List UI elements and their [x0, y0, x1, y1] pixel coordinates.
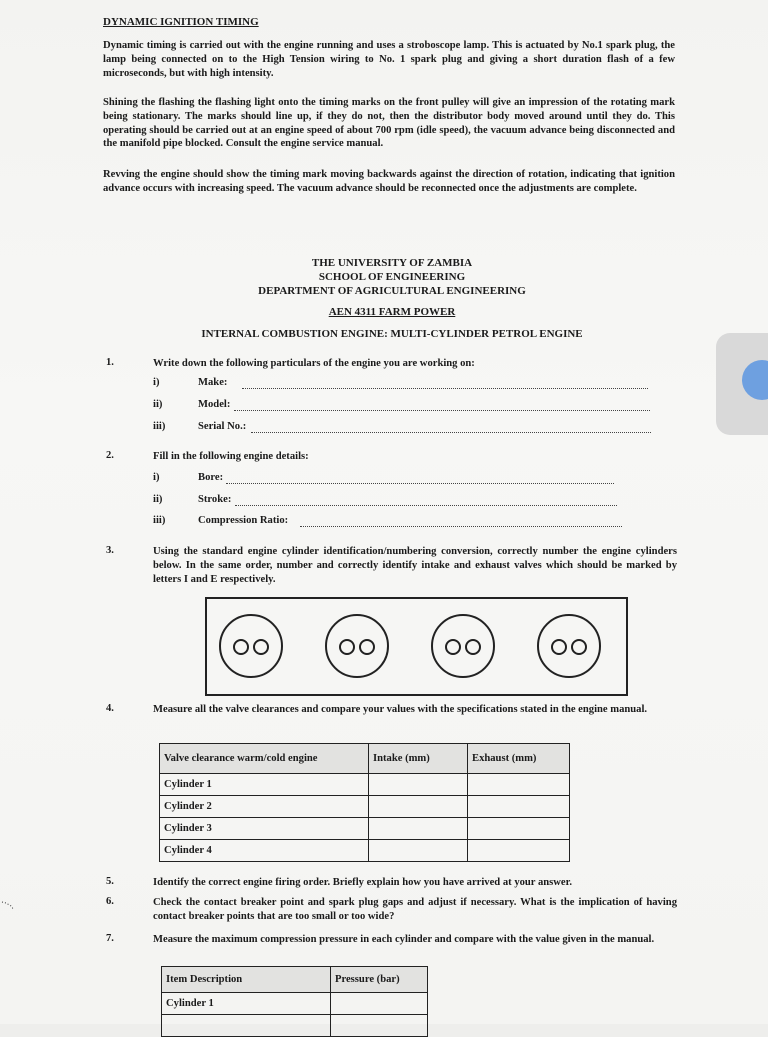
table-row — [160, 774, 570, 796]
table-row — [162, 993, 428, 1015]
question-7-number: 7. — [106, 933, 114, 944]
cylinder-1-valve-b — [253, 639, 269, 655]
q1-roman-2: ii) — [153, 399, 163, 410]
stroke-answer-line[interactable] — [235, 505, 617, 506]
pressure-cell[interactable] — [331, 1015, 428, 1037]
cylinder-circle-3 — [431, 614, 495, 678]
q1-roman-3: iii) — [153, 421, 166, 432]
department-name: DEPARTMENT OF AGRICULTURAL ENGINEERING — [258, 285, 526, 297]
clearance-header-description: Valve clearance warm/cold engine — [160, 744, 369, 774]
question-2-number: 2. — [106, 450, 114, 461]
compression-answer-line[interactable] — [300, 526, 622, 527]
pressure-row-label: Cylinder 1 — [162, 993, 331, 1015]
bore-answer-line[interactable] — [226, 483, 614, 484]
question-7-text: Measure the maximum compression pressure in each cylinder and compare with the value given in the manual. — [153, 934, 655, 945]
question-5-text: Identify the correct engine firing order. Briefly explain how you have arrived at your answer. — [153, 877, 573, 888]
cylinder-circle-1 — [219, 614, 283, 678]
clearance-row-label: Cylinder 2 — [160, 796, 369, 818]
intake-cell[interactable] — [369, 796, 468, 818]
cylinder-1-valve-a — [233, 639, 249, 655]
cylinder-2-valve-b — [359, 639, 375, 655]
q1-serial-label: Serial No.: — [198, 421, 247, 432]
make-answer-line[interactable] — [242, 388, 648, 389]
cylinder-circle-2 — [325, 614, 389, 678]
table-row — [160, 818, 570, 840]
question-1-text: Write down the following particulars of the engine you are working on: — [153, 358, 475, 369]
q2-roman-1: i) — [153, 472, 160, 483]
question-5-number: 5. — [106, 876, 114, 887]
pressure-header-value: Pressure (bar) — [331, 967, 428, 993]
question-3-number: 3. — [106, 545, 114, 556]
clearance-row-label: Cylinder 1 — [160, 774, 369, 796]
q1-make-label: Make: — [198, 377, 228, 388]
practical-subject: INTERNAL COMBUSTION ENGINE: MULTI-CYLINDER PETROL ENGINE — [201, 328, 583, 340]
exhaust-cell[interactable] — [468, 796, 570, 818]
question-1-number: 1. — [106, 357, 114, 368]
question-4-number: 4. — [106, 703, 114, 714]
clearance-header-intake: Intake (mm) — [369, 744, 468, 774]
q2-roman-3: iii) — [153, 515, 166, 526]
question-6-number: 6. — [106, 896, 114, 907]
question-6-text: Check the contact breaker point and spark plug gaps and adjust if necessary. What is the implication of having contact breaker points that are too small or too wide? — [153, 897, 677, 922]
cylinder-2-valve-a — [339, 639, 355, 655]
table-row — [160, 840, 570, 862]
section-title: DYNAMIC IGNITION TIMING — [103, 16, 259, 28]
intake-cell[interactable] — [369, 840, 468, 862]
q1-model-label: Model: — [198, 399, 231, 410]
intake-cell[interactable] — [369, 774, 468, 796]
cylinder-4-valve-b — [571, 639, 587, 655]
question-3-text: Using the standard engine cylinder identification/numbering conversion, correctly number the engine cylinders below. In the same order, number and correctly identify intake and exhaust valves which should be marked by letters I and E respectively. — [153, 546, 677, 585]
cylinder-4-valve-a — [551, 639, 567, 655]
serial-answer-line[interactable] — [251, 432, 651, 433]
exhaust-cell[interactable] — [468, 774, 570, 796]
q2-compression-label: Compression Ratio: — [198, 515, 289, 526]
university-name: THE UNIVERSITY OF ZAMBIA — [311, 257, 473, 269]
table-row — [162, 1015, 428, 1037]
question-4-text: Measure all the valve clearances and compare your values with the specifications stated in the engine manual. — [153, 704, 648, 715]
pressure-row-label-partial — [162, 1015, 331, 1037]
table-row — [160, 796, 570, 818]
cylinder-3-valve-a — [445, 639, 461, 655]
question-2-text: Fill in the following engine details: — [153, 451, 309, 462]
clearance-row-label: Cylinder 3 — [160, 818, 369, 840]
q2-stroke-label: Stroke: — [198, 494, 232, 505]
clearance-header-exhaust: Exhaust (mm) — [468, 744, 570, 774]
course-code: AEN 4311 FARM POWER — [328, 306, 456, 318]
q2-roman-2: ii) — [153, 494, 163, 505]
paragraph-1: Dynamic timing is carried out with the engine running and uses a stroboscope lamp. This is actuated by No.1 spark plug, the lamp being connected on to the High Tension wiring to No. 1 spark plug and giving a short duration flash of a few microseconds, but with high intensity. — [103, 40, 675, 79]
exhaust-cell[interactable] — [468, 818, 570, 840]
ink-speck-mark — [0, 898, 16, 912]
cylinder-circle-4 — [537, 614, 601, 678]
q2-bore-label: Bore: — [198, 472, 224, 483]
pressure-header-description: Item Description — [162, 967, 331, 993]
cylinder-3-valve-b — [465, 639, 481, 655]
school-name: SCHOOL OF ENGINEERING — [318, 271, 466, 283]
clearance-row-label: Cylinder 4 — [160, 840, 369, 862]
paragraph-3: Revving the engine should show the timing mark moving backwards against the direction of rotation, indicating that ignition advance occurs with increasing speed. The vacuum advance should be reconnected once the adjustments are complete. — [103, 169, 675, 194]
pressure-cell[interactable] — [331, 993, 428, 1015]
exhaust-cell[interactable] — [468, 840, 570, 862]
q1-roman-1: i) — [153, 377, 160, 388]
cylinder-diagram — [205, 597, 628, 696]
intake-cell[interactable] — [369, 818, 468, 840]
paragraph-2: Shining the flashing the flashing light onto the timing marks on the front pulley will give an impression of the rotating mark being stationary. The marks should line up, if they do not, then the distributor body moved around until they do. This operating should be carried out at an engine speed of about 700 rpm (idle speed), the vacuum advance being disconnected and the manifold pipe blocked. Consult the engine service manual. — [103, 97, 675, 150]
compression-pressure-table — [161, 966, 428, 1037]
model-answer-line[interactable] — [234, 410, 650, 411]
valve-clearance-table — [159, 743, 570, 862]
